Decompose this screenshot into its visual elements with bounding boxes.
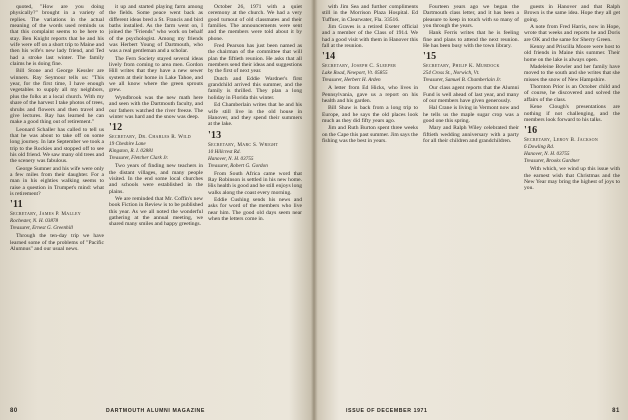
paragraph: Jim and Ruth Burton spent three weeks on the Cape this past summer. Jim says the fishing was the best in years.	[322, 125, 418, 145]
class-heading-14: '14	[322, 51, 336, 63]
paragraph: Two years of finding new teachers in the distant villages, and many people visited. In the end some local churches and schools were established in the plains.	[109, 163, 203, 195]
paragraph: Through the ten-day trip we have learned some of the problems of "Pacific Alumnus" and our usual news.	[10, 233, 104, 252]
class-heading-13: '13	[208, 129, 222, 141]
paragraph: Eddie Cushing sends his news and asks for word of the members who live near him. The good old days seem near when the letters come in.	[208, 196, 302, 222]
paragraph: Dutch and Eddie Wardner's first grandchild arrived this summer, and the family is thrilled. They plan a long holiday in Florida this winter.	[208, 75, 302, 101]
right-page	[318, 0, 624, 420]
left-column-3	[208, 4, 302, 402]
paragraph: with Jim Sea and further compliments still in the Morrison Plaza Hospital. Ed Tuffner, in Clearwater, Fla. 33516.	[322, 4, 418, 23]
class-secretary: Secretary, James P. Malley	[10, 211, 81, 218]
class-heading-16: '16	[524, 125, 538, 137]
issue-label: ISSUE OF DECEMBER 1971	[346, 408, 428, 414]
paragraph: Bill Stone and George Kessler are winners. Ray Seymour tells us: "This year, for the first time, I have enough vegetables to supply all my neighbors, plus the folks at a local church. With my share of the harvest I take photos of trees, shrubs and flowers and then travel and give lectures. Ray has learned he can make a good thing out of retirement."	[10, 68, 104, 126]
page-number: 81	[612, 408, 620, 414]
class-treasurer: Treasurer, Samuel B. Chamberlain Jr.	[423, 77, 502, 84]
paragraph: guests in Hanover and that Ralph Brown is the same idea. Hope they all get going.	[524, 4, 620, 23]
paragraph: Fourteen years ago we began the Dartmouth class letter, and it has been a pleasure to keep in touch with so many of you through the years.	[423, 4, 519, 30]
class-treasurer: Treasurer, Robert G. Gordon	[208, 162, 268, 169]
right-column-3	[524, 4, 620, 402]
class-secretary-address: 6 Dowling Rd.	[524, 144, 555, 151]
class-secretary-city: Hanover, N. H. 03755	[208, 155, 254, 162]
paragraph: Bill Shaw is back from a long trip to Europe, and he says the old places look much as they did fifty years ago.	[322, 105, 418, 125]
class-secretary: Secretary, Philip K. Murdock	[423, 63, 500, 70]
paragraph: Kene Clough's presentations are nothing if not challenging, and the members look forward to his talks.	[524, 104, 620, 123]
paragraph: A note from Fred Harris, now in Hope, wrote that weeks and reports he and Doris are OK and the same for Sherry Green.	[524, 24, 620, 43]
class-secretary: Secretary, Leroy B. Jackson	[524, 137, 599, 144]
class-secretary-address: 19 Cheshire Lane	[109, 141, 146, 148]
paragraph: From South Africa came word that Ray Robinson is settled in his new home. His health is good and he still enjoys long walks along the coast every morning.	[208, 170, 302, 196]
paragraph: October 26, 1971 with a quiet ceremony at the church. We had a very good turnout of old classmates and their families. The announcements were sent and the members were told about it by phone.	[208, 4, 302, 42]
paragraph: Mary and Ralph Wiley celebrated their fiftieth wedding anniversary with a party for all their children and grandchildren.	[423, 125, 519, 145]
left-page-footer	[10, 406, 302, 416]
paragraph: Hank Ferris writes that he is feeling fine and plans to attend the next reunion. He has been busy with the town library.	[423, 30, 519, 50]
left-page	[4, 0, 306, 420]
right-column-1	[322, 4, 418, 402]
paragraph: Leonard Schaller has called to tell us that he was about to take off on some long journey. In late September we took a trip to the Rockies and stopped off to see his old friend. We saw many old trees and the scenery was fabulous.	[10, 126, 104, 165]
class-secretary-city: Kingston, R. I. 02881	[109, 148, 154, 155]
class-treasurer: Treasurer, Ernest G. Greenhill	[10, 225, 73, 232]
class-secretary-address: Rochester, N. H. 03878	[10, 218, 59, 225]
magazine-title: DARTMOUTH ALUMNI MAGAZINE	[106, 408, 205, 414]
paragraph: Our class agent reports that the Alumni Fund is well ahead of last year, and many of our members have given generously.	[423, 85, 519, 105]
page-number: 80	[10, 408, 18, 414]
paragraph: With which, we wind up this issue with the earnest wish that Christmas and the New Year may bring the highest of joys to you.	[524, 166, 620, 192]
paragraph: Hal Crane is living in Vermont now and he tells us the maple sugar crop was a good one this spring.	[423, 105, 519, 125]
right-column-2	[423, 4, 519, 402]
paragraph: George Sumner and his wife were only a few miles from their daughter. For a man in his eighties walking seems to raise a question in Trumpet's mind: what is retirement?	[10, 165, 104, 197]
paragraph: Madeleine Bowler and her family have moved to the south and she writes that she misses the snow of New Hampshire.	[524, 64, 620, 83]
paragraph: The Fern Society stayed several ideas lively from coming to area men. Gordon Hill writes that they have a new sewer system at their home in Lake Tahoe, and we all know where the green sprouts grew.	[109, 55, 203, 94]
paragraph: Thornton Prior is an October child and of course, he discovered and solved the affairs of the class.	[524, 84, 620, 103]
class-treasurer: Treasurer, Fletcher Clark Jr.	[109, 155, 169, 162]
class-heading-11: '11	[10, 199, 23, 211]
class-secretary: Secretary, Dr. Charles R. Wild	[109, 134, 191, 141]
right-page-footer	[322, 406, 620, 416]
paragraph: Kenny and Priscilla Moore were host to old friends in Maine this summer. Their home on the lake is always open.	[524, 44, 620, 63]
class-secretary: Secretary, Joseph C. Sleeper	[322, 63, 397, 70]
paragraph: We are reminded that Mr. Coffin's new book Fiction in Review is to be published this year. As we all noted the wonderful gathering at the annual meeting, we shared many smiles and happy greetings.	[109, 195, 203, 228]
class-secretary-address: 254 Cross St., Norwich, Vt.	[423, 70, 480, 77]
class-treasurer: Treasurer, Brooks Gardner	[524, 158, 580, 165]
class-secretary-address: Lake Road, Newport, Vt. 05855	[322, 70, 388, 77]
paragraph: Wyndbrook was the new math here and seen with the Dartmouth faculty, and our fathers watched the river freeze. The winter was hard and the snow was deep.	[109, 94, 203, 120]
class-heading-12: '12	[109, 122, 123, 134]
class-treasurer: Treasurer, Herbert H. Arden	[322, 77, 381, 84]
class-secretary-city: Hanover, N. H. 03755	[524, 151, 570, 158]
left-column-2	[109, 4, 203, 402]
class-secretary: Secretary, Marc S. Wright	[208, 141, 279, 148]
paragraph: Fred Pearson has just been named as the chairman of the committee that will plan the fiftieth reunion. He asks that all members send their ideas and suggestions by the first of next year.	[208, 43, 302, 75]
paragraph: it up and started playing farm among the fields. Some peace went back as different ideas bred a St. Francis and bird baths installed. As the farm went on, I joined the "Friends" who work on behalf of the psychologist. Among my friends was Herbert Young of Dartmouth, who was a real gentleman and a scholar.	[109, 4, 203, 55]
paragraph: Jim Graves is a retired Exeter official and a member of the Class of 1914. We had a good visit with them in Hanover this fall at the reunion.	[322, 24, 418, 50]
paragraph: Ed Chamberlain writes that he and his wife still live in the old house in Hanover, and they spend their summers at the lake.	[208, 102, 302, 128]
paragraph: quoted, "How are you doing physically?" brought in a variety of replies. The variations in the actual meaning of the words used reminds us that this complaint seems to be here to stay. Ben Knight reports that he and his wife were off on a short trip to Maine and then his wife's new lady friend, and Ted had a stroke last winter. The family claims he is doing fine.	[10, 4, 104, 68]
class-heading-15: '15	[423, 51, 437, 63]
left-column-1	[10, 4, 104, 402]
paragraph: A letter from Ed Hicks, who lives in Pennsylvania, gave us a report on his health and his garden.	[322, 85, 418, 105]
class-secretary-address: 10 Hillcrest Rd.	[208, 148, 241, 155]
